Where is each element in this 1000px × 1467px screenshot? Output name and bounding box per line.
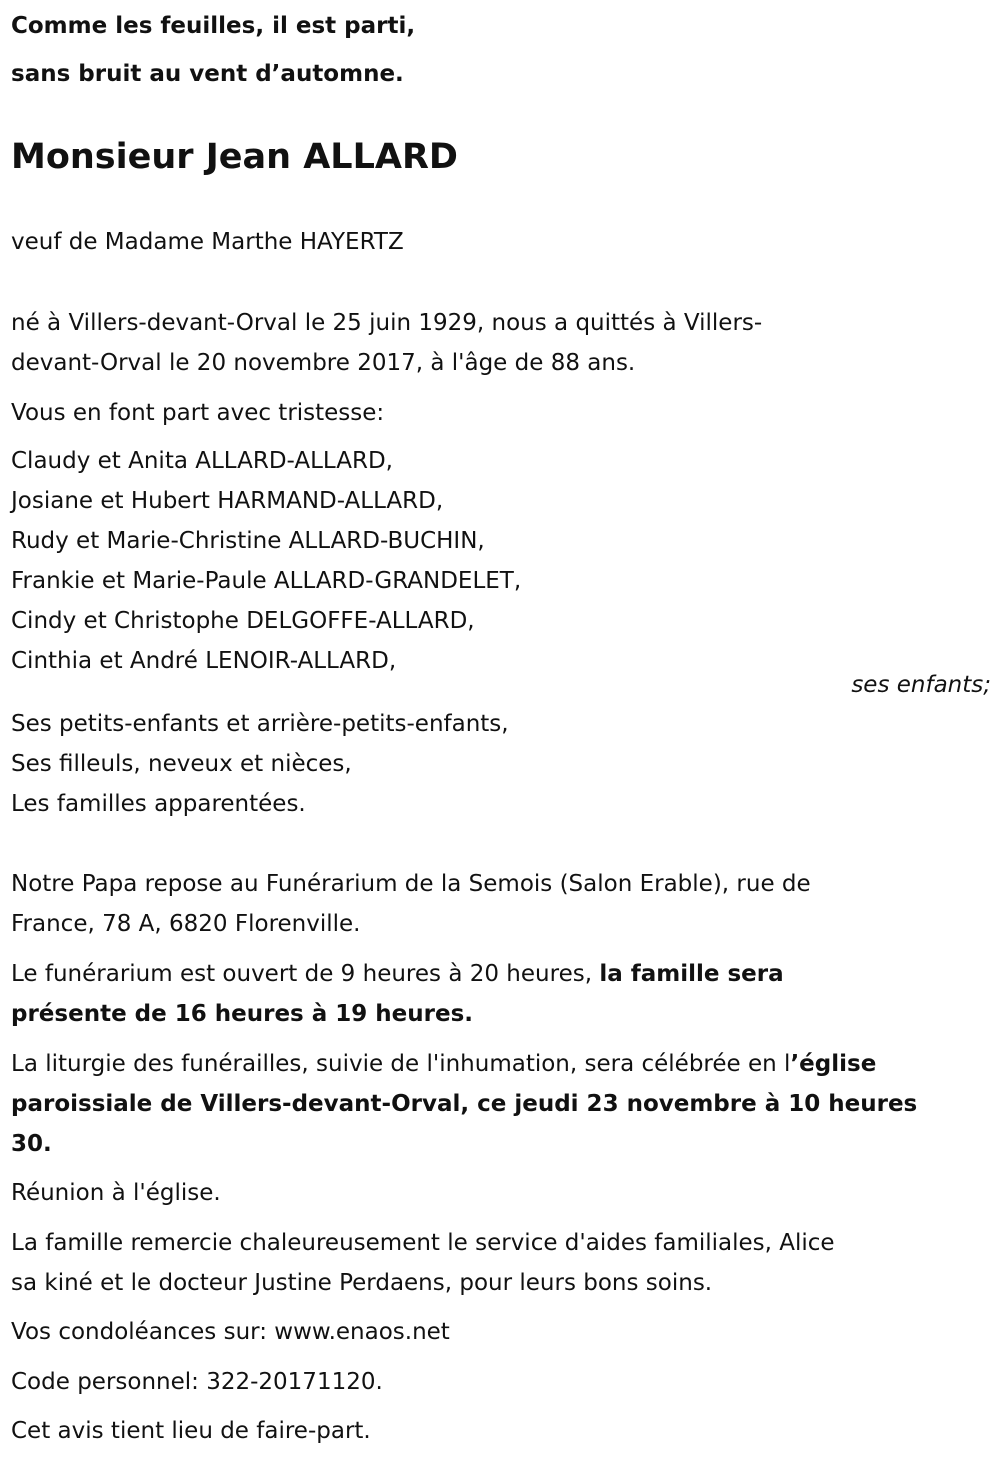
hours-family-presence: la famille sera [599, 961, 784, 987]
child-entry: Frankie et Marie-Paule ALLARD-GRANDELET, [11, 568, 522, 594]
child-entry: Cinthia et André LENOIR-ALLARD, [11, 648, 397, 674]
personal-code: Code personnel: 322-20171120. [11, 1369, 383, 1395]
repose-info [11, 864, 991, 944]
children-label: ses enfants; [851, 672, 991, 698]
condolences-info: Vos condoléances sur: www.enaos.net [11, 1319, 450, 1345]
visiting-hours-line: présente de 16 heures à 19 heures. [11, 1001, 473, 1027]
birth-death-line: devant-Orval le 20 novembre 2017, à l'âge de 88 ans. [11, 350, 636, 376]
visiting-hours-line [11, 954, 991, 994]
liturgy-church: ’église [790, 1051, 877, 1077]
announce-intro: Vous en font part avec tristesse: [11, 400, 385, 426]
liturgy-text: La liturgie des funérailles, suivie de l'inhumation, sera célébrée en l [11, 1051, 791, 1077]
child-entry: Rudy et Marie-Christine ALLARD-BUCHIN, [11, 528, 485, 554]
family-entry: Les familles apparentées. [11, 791, 306, 817]
thanks [11, 1223, 991, 1303]
liturgy-line [11, 1044, 991, 1084]
repose-line: Notre Papa repose au Funérarium de la Semois (Salon Erable), rue de [11, 871, 811, 897]
child-entry: Josiane et Hubert HARMAND-ALLARD, [11, 488, 444, 514]
family-entry: Ses filleuls, neveux et nièces, [11, 751, 352, 777]
birth-death-line: né à Villers-devant-Orval le 25 juin 1929, nous a quittés à Villers- [11, 310, 763, 336]
liturgy-line: 30. [11, 1131, 52, 1157]
child-entry: Cindy et Christophe DELGOFFE-ALLARD, [11, 608, 475, 634]
deceased-name: Monsieur Jean ALLARD [11, 137, 458, 177]
epigraph-line: Comme les feuilles, il est parti, [11, 13, 416, 39]
widow-line: veuf de Madame Marthe HAYERTZ [11, 229, 404, 255]
thanks-line: La famille remercie chaleureusement le service d'aides familiales, Alice [11, 1230, 835, 1256]
family-entry: Ses petits-enfants et arrière-petits-enfants, [11, 711, 509, 737]
liturgy-line: paroissiale de Villers-devant-Orval, ce jeudi 23 novembre à 10 heures [11, 1091, 918, 1117]
visiting-hours [11, 954, 991, 1034]
child-entry: Claudy et Anita ALLARD-ALLARD, [11, 448, 393, 474]
extended-family [11, 704, 991, 824]
birth-death-info [11, 303, 991, 383]
liturgy-info [11, 1044, 991, 1164]
hours-text: Le funérarium est ouvert de 9 heures à 20 heures, [11, 961, 600, 987]
epigraph [11, 2, 991, 98]
thanks-line: sa kiné et le docteur Justine Perdaens, pour leurs bons soins. [11, 1270, 713, 1296]
epigraph-line: sans bruit au vent d’automne. [11, 61, 404, 87]
repose-line: France, 78 A, 6820 Florenville. [11, 911, 361, 937]
reunion-info: Réunion à l'église. [11, 1180, 221, 1206]
children-list [11, 441, 991, 681]
closing-line: Cet avis tient lieu de faire-part. [11, 1418, 371, 1444]
